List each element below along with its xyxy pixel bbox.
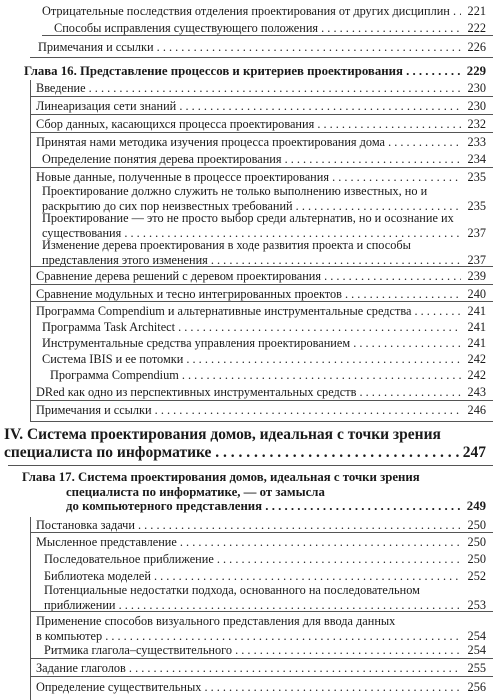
toc-entry-title: Сравнение дерева решений с деревом проектирования . . . [36, 269, 461, 284]
toc-entry[interactable] [36, 518, 486, 533]
toc-entry[interactable] [42, 152, 486, 167]
toc-entry-title: Сбор данных, касающихся процесса проектирования . . . [36, 117, 461, 132]
divider [30, 57, 493, 58]
toc-chapter-title-line: специалиста по информатике, — от замысла [66, 484, 325, 499]
toc-entry-page: 235 [467, 170, 486, 184]
toc-entry-page: 250 [467, 552, 486, 566]
toc-entry[interactable] [36, 403, 486, 418]
toc-entry[interactable] [36, 661, 486, 676]
toc-entry-page: 237 [467, 225, 486, 240]
toc-entry-page: 250 [467, 535, 486, 549]
toc-entry-page: 246 [467, 403, 486, 417]
toc-entry-page: 230 [467, 99, 486, 113]
divider [30, 611, 493, 612]
toc-entry-title: Введение . . . [36, 81, 461, 96]
toc-chapter-title-line: до компьютерного представления . . . [22, 499, 461, 514]
toc-entry-title-line: Проектирование — это не просто выбор среди альтернатив, но и осознание их [42, 211, 454, 225]
toc-entry[interactable] [36, 385, 486, 400]
toc-entry-page: 230 [467, 81, 486, 95]
toc-entry[interactable] [36, 81, 486, 96]
toc-entry[interactable] [42, 211, 486, 240]
toc-entry-title-line: Изменение дерева проектирования в ходе развития проекта и способы [42, 238, 411, 252]
toc-entry-page: 234 [467, 152, 486, 166]
divider [30, 532, 493, 533]
toc-entry-title: Определение понятия дерева проектирования . . . [42, 152, 461, 167]
toc-entry-page: 232 [467, 117, 486, 131]
toc-chapter-page: 229 [466, 64, 486, 78]
toc-entry-page: 242 [467, 352, 486, 366]
toc-entry-page: 241 [467, 320, 486, 334]
toc-entry-page: 222 [467, 21, 486, 35]
toc-entry-title: Способы исправления существующего положения . . . [54, 21, 461, 36]
toc-chapter-title-line: Глава 17. Система проектирования домов, идеальная с точки зрения [22, 470, 420, 484]
toc-entry-page: 241 [467, 336, 486, 350]
toc-entry-title: DRed как одно из перспективных инструментальных средств . . . [36, 385, 461, 400]
toc-entry[interactable] [54, 21, 486, 36]
toc-entry-title: Задание глаголов . . . [36, 661, 461, 676]
toc-entry-page: 256 [467, 680, 486, 694]
toc-entry-title-line: существования . . . [42, 226, 461, 241]
toc-entry-title: Отрицательные последствия отделения проектирования от других дисциплин . . . [42, 4, 461, 19]
toc-entry[interactable] [44, 583, 486, 612]
toc-entry-title: Примечания и ссылки . . . [38, 40, 461, 55]
divider [30, 266, 493, 267]
toc-entry[interactable] [36, 170, 486, 185]
divider [30, 132, 493, 133]
divider [30, 96, 493, 97]
divider [42, 35, 493, 36]
toc-entry-title: Ритмика глагола–существительного . . . [44, 643, 461, 658]
toc-entry[interactable] [36, 117, 486, 132]
toc-entry-title: Программа Task Architect . . . [42, 320, 461, 335]
toc-entry-page: 252 [467, 569, 486, 583]
toc-entry-title-line: представления этого изменения . . . [42, 253, 461, 268]
toc-entry[interactable] [36, 287, 486, 302]
toc-entry-page: 233 [467, 135, 486, 149]
divider [30, 167, 493, 168]
toc-entry-page: 254 [467, 643, 486, 657]
divider [30, 114, 493, 115]
toc-chapter[interactable] [24, 64, 486, 79]
toc-entry-page: 239 [467, 269, 486, 283]
toc-entry-title: Программа Compendium . . . [50, 368, 461, 383]
toc-entry[interactable] [36, 614, 486, 643]
toc-entry[interactable] [36, 269, 486, 284]
divider [30, 400, 493, 401]
toc-entry-title: Определение существительных . . . [36, 680, 461, 695]
toc-entry[interactable] [36, 680, 486, 695]
toc-entry-page: 226 [467, 40, 486, 54]
toc-entry-title: Сравнение модульных и тесно интегрированных проектов . . . [36, 287, 461, 302]
toc-entry-title: Принятая нами методика изучения процесса проектирования дома . . . [36, 135, 461, 150]
toc-entry[interactable] [42, 320, 486, 335]
toc-entry[interactable] [42, 184, 486, 213]
toc-entry-title: Последовательное приближение . . . [44, 552, 461, 567]
toc-entry[interactable] [38, 40, 486, 55]
toc-part[interactable] [4, 426, 486, 462]
toc-entry-title-line: Применение способов визуального представления для ввода данных [36, 614, 396, 628]
toc-entry-page: 242 [467, 368, 486, 382]
divider [30, 658, 493, 659]
toc-chapter-title: Глава 16. Представление процессов и критериев проектирования . . . [24, 64, 461, 79]
toc-entry[interactable] [42, 4, 486, 19]
toc-entry-title-line: приближении . . . [44, 598, 461, 613]
toc-entry-page: 241 [467, 304, 486, 318]
toc-entry-title: Мысленное представление . . . [36, 535, 461, 550]
toc-entry-title-line: Потенциальные недостатки подхода, основанного на последовательном [44, 583, 420, 597]
toc-entry[interactable] [42, 352, 486, 367]
toc-entry-page: 240 [467, 287, 486, 301]
toc-entry-title: Примечания и ссылки . . . [36, 403, 461, 418]
divider [30, 301, 493, 302]
toc-entry-page: 250 [467, 518, 486, 532]
toc-entry[interactable] [42, 238, 486, 267]
toc-entry-title: Новые данные, полученные в процессе проектирования . . . [36, 170, 461, 185]
toc-entry-page: 221 [467, 4, 486, 18]
toc-entry-title-line: в компьютер . . . [36, 629, 461, 644]
toc-entry[interactable] [36, 135, 486, 150]
toc-entry-page: 243 [467, 385, 486, 399]
toc-entry-title: Постановка задачи . . . [36, 518, 461, 533]
toc-chapter[interactable] [22, 470, 486, 514]
toc-entry-page: 254 [467, 628, 486, 643]
divider [30, 676, 493, 677]
divider [30, 284, 493, 285]
toc-entry-title-line: раскрытию до сих пор неизвестных требований . . . [42, 199, 461, 214]
toc-entry[interactable] [36, 304, 486, 319]
toc-entry[interactable] [44, 552, 486, 567]
toc-entry[interactable] [36, 99, 486, 114]
toc-entry[interactable] [42, 336, 486, 351]
toc-part-page: 247 [462, 444, 486, 461]
toc-chapter-page: 249 [466, 499, 486, 513]
toc-entry-page: 255 [467, 661, 486, 675]
toc-entry-page: 237 [467, 252, 486, 267]
toc-entry-title-line: Проектирование должно служить не только выполнению известных, но и [42, 184, 428, 198]
toc-entry-title: Система IBIS и ее потомки . . . [42, 352, 461, 367]
toc-entry-title: Линеаризация сети знаний . . . [36, 99, 461, 114]
toc-part-title-line: специалиста по информатике . . . [4, 444, 460, 462]
toc-entry-page: 235 [467, 198, 486, 213]
toc-entry-title: Программа Compendium и альтернативные инструментальные средства . . . [36, 304, 461, 319]
toc-entry[interactable] [50, 368, 486, 383]
toc-entry-title: Инструментальные средства управления проектированием . . . [42, 336, 461, 351]
divider [8, 465, 493, 466]
toc-entry[interactable] [36, 535, 486, 550]
divider [30, 517, 31, 700]
toc-part-title-line: IV. Система проектирования домов, идеальная с точки зрения [4, 426, 441, 443]
toc-entry-page: 253 [467, 597, 486, 612]
toc-entry-title: Библиотека моделей . . . [44, 569, 461, 584]
divider [30, 421, 493, 422]
toc-entry[interactable] [44, 643, 486, 658]
toc-entry[interactable] [44, 569, 486, 584]
